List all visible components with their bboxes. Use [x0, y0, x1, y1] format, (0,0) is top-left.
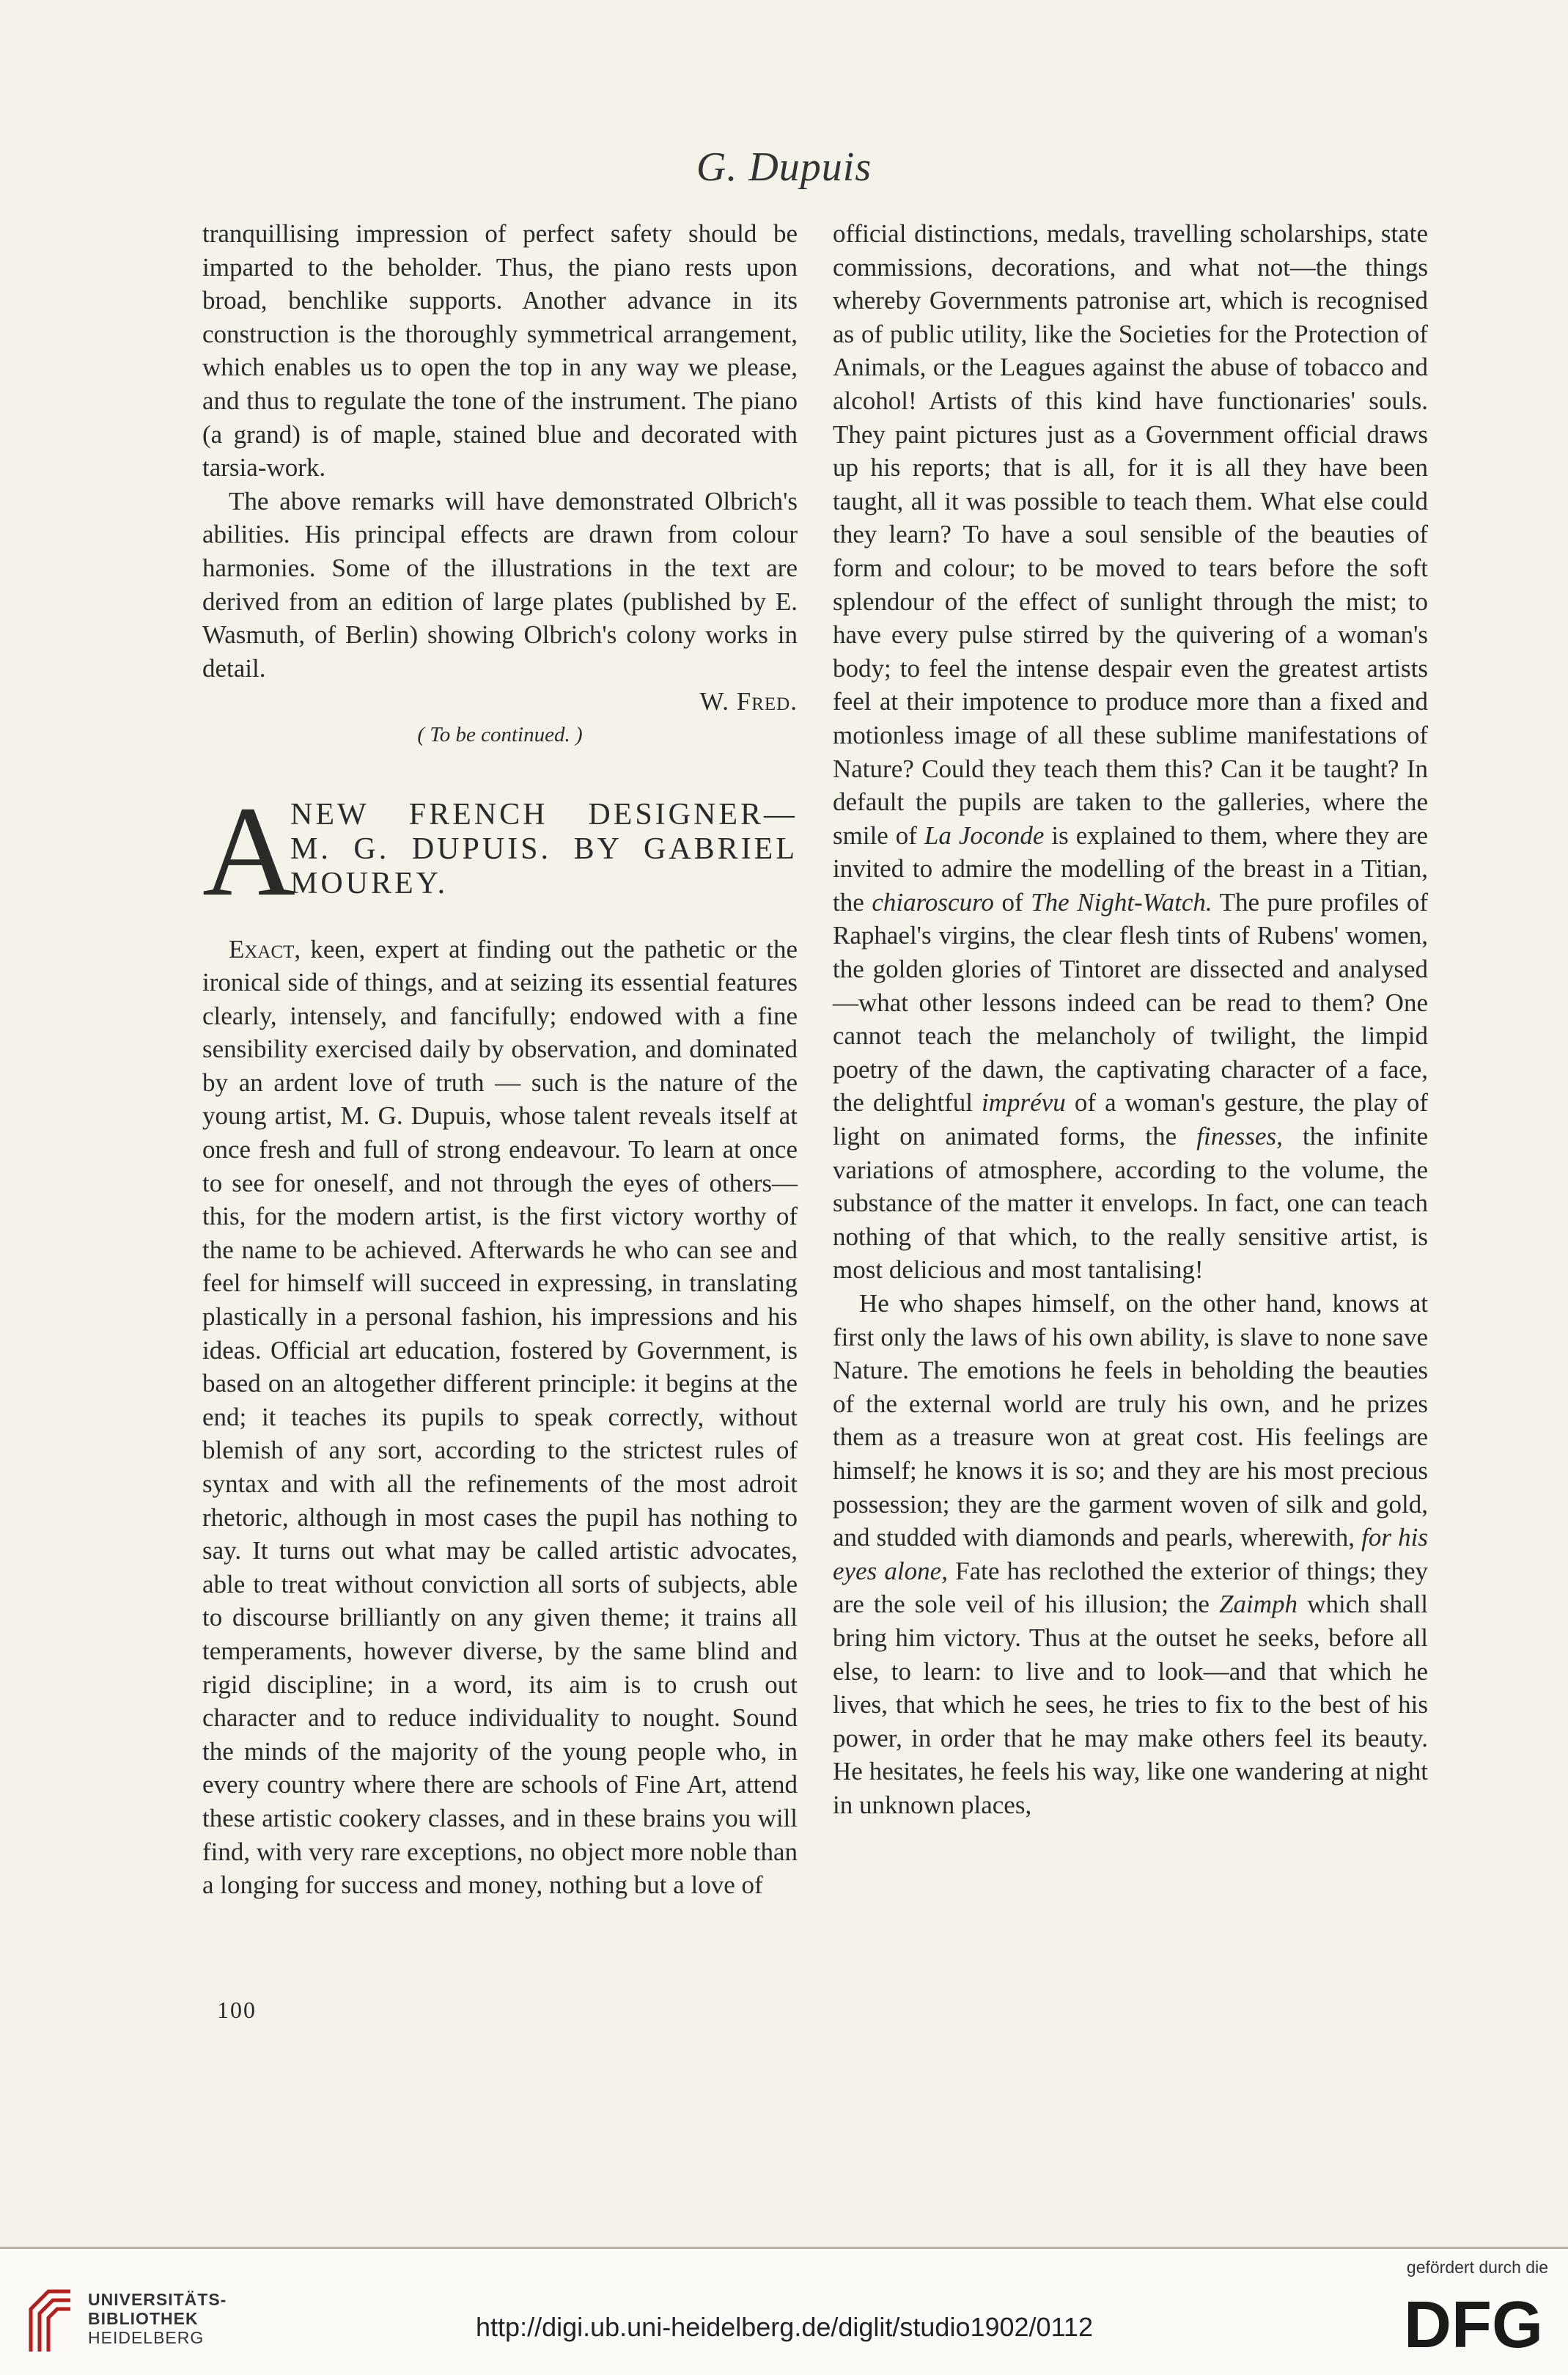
left-column — [202, 217, 798, 1902]
library-name-line-2: BIBLIOTHEK — [88, 2309, 199, 2328]
italic-term: chiaroscuro — [872, 887, 994, 917]
drop-cap: A — [202, 779, 296, 923]
right-column — [833, 217, 1428, 1822]
paragraph-exact-text: keen, expert at finding out the pathetic or the ironical side of things, and at seizing its essential features clearly, intensely, and fancifully; endowed with a fine sensibility exercised daily by observation, and dominated by an ardent love of truth — such is the nature of the young artist, M. G. Dupuis, whose talent reveals itself at once fresh and full of strong endeavour. To learn at once to see for oneself, and not through the eyes of others—this, for the modern artist, is the first victory worthy of the name to be achieved. Afterwards he who can see and feel for himself will succeed in expressing, in translating plastically in a personal fashion, his impressions and his ideas. Official art education, fostered by Government, is based on an altogether different principle: it begins at the end; it teaches its pupils to speak correctly, without blemish of any sort, according to the strictest rules of syntax and with all the refinements of the most adroit rhetoric, although in most cases the pupil has nothing to say. It turns out what may be called artistic advocates, able to treat without conviction all sorts of subjects, able to discourse brilliantly on any given theme; it trains all temperaments, however diverse, by the same blind and rigid discipline; in a word, its aim is to crush out character and to reduce individuality to nought. Sound the minds of the majority of the young people who, in every country where there are schools of Fine Art, attend these artistic cookery classes, and in these brains you will find, with very rare exceptions, no object more noble than a longing for success and money, nothing but a love of — [202, 934, 798, 1900]
headline-line-1: NEW FRENCH DESIGNER— — [290, 797, 798, 832]
library-name-line-1: UNIVERSITÄTS- — [88, 2290, 227, 2309]
page-number: 100 — [217, 1997, 257, 2023]
funded-by-label: gefördert durch die — [1406, 2258, 1548, 2277]
lead-word: Exact, — [229, 934, 301, 963]
italic-title: The Night-Watch. — [1031, 887, 1212, 917]
italic-term: finesses, — [1196, 1122, 1283, 1151]
paragraph-official-distinctions — [833, 217, 1428, 1287]
text-run: the infinite variations of atmosphere, according to the volume, the substance of the matter it envelops. In fact, one can teach nothing of that which, to the really sensitive artist, is most delicious and most tantalising! — [833, 1122, 1428, 1285]
author-signature: W. Fred. — [699, 687, 798, 716]
text-run: of a woman's gesture, the play of light on animated forms, the — [833, 1088, 1428, 1151]
footer-bar — [0, 2247, 1568, 2375]
italic-term: imprévu — [982, 1088, 1066, 1117]
dfg-logo — [1400, 2291, 1547, 2354]
paragraph-he-who-shapes — [833, 1287, 1428, 1822]
text-run: official distinctions, medals, travelling scholarships, state commissions, decorations, and what not—the things whereby Governments patronise art, which is recognised as of public utility, like the Societies for the Protection of Animals, or the Leagues against the abuse of tobacco and alcohol! Artists of this kind have functionaries' souls. They paint pictures just as a Government official draws up his reports; that is all, for it is all they have been taught, all it was possible to teach them. What else could they learn? To have a soul sensible of the beauties of form and colour; to be moved to tears before the soft splendour of the effect of sunlight through the mist; to have every pulse stirred by the quivering of a woman's body; to feel the intense despair even the greatest artists feel at their impotence to produce more than a fixed and motionless image of all these sublime manifestations of Nature? Could they teach them this? Can it be taught? In default the pupils are taken to the galleries, where the smile of — [833, 219, 1428, 850]
article-headline — [202, 779, 798, 923]
university-library-logo-icon — [26, 2287, 75, 2353]
headline-line-2: M. G. DUPUIS. BY GABRIEL — [290, 832, 798, 866]
to-be-continued-note: ( To be continued. ) — [417, 722, 583, 746]
italic-title: La Joconde — [924, 821, 1045, 850]
text-run: is explained to them, where they are invited to admire the modelling of the breast in a Titian, the — [833, 821, 1428, 917]
paragraph-piano: tranquillising impression of perfect safety should be imparted to the beholder. Thus, the piano rests upon broad, benchlike supports. Another advance in its construction is the thoroughly symmetrical arrangement, which enables us to open the top in any way we please, and thus to regulate the tone of the instrument. The piano (a grand) is of maple, stained blue and decorated with tarsia-work. — [202, 219, 798, 482]
university-library-name — [88, 2290, 227, 2347]
paragraph-exact — [202, 933, 798, 1902]
italic-phrase: for his eyes alone, — [833, 1523, 1428, 1585]
dfg-logo-text: DFG — [1404, 2291, 1543, 2354]
paragraph-olbrich: The above remarks will have demonstrated Olbrich's abilities. His principal effects are drawn from colour harmonies. Some of the illustrations in the text are derived from an edition of large plates (published by E. Wasmuth, of Berlin) showing Olbrich's colony works in detail. — [202, 486, 798, 683]
headline-line-3: MOUREY. — [290, 866, 449, 900]
running-head: G. Dupuis — [696, 144, 872, 190]
text-run: He who shapes himself, on the other hand, knows at first only the laws of his own ability, is slave to none save Nature. The emotions he feels in beholding the beauties of the external world are truly his own, and he prizes them as a treasure won at great cost. His feelings are himself; he knows it is so; and they are his most precious possession; they are the garment woven of silk and gold, and studded with diamonds and pearls, wherewith, — [833, 1289, 1428, 1552]
text-run: of — [993, 887, 1031, 917]
text-run: which shall bring him victory. Thus at the outset he seeks, before all else, to learn: to live and to look—and that which he lives, that which he sees, he tries to fix to the best of his power, in order that he may make others feel its beauty. He hesitates, he feels his way, like one wandering at night in unknown places, — [833, 1590, 1428, 1819]
text-run: Fate has reclothed the exterior of things; they are the sole veil of his illusion; the — [833, 1556, 1429, 1619]
source-url-link[interactable]: http://digi.ub.uni-heidelberg.de/diglit/studio1902/0112 — [476, 2312, 1093, 2342]
italic-term: Zaimph — [1219, 1590, 1298, 1619]
library-name-line-3: HEIDELBERG — [88, 2328, 205, 2347]
text-run: The pure profiles of Raphael's virgins, the clear flesh tints of Rubens' women, the golden glories of Tintoret are dissected and analysed—what other lessons indeed can be read to them? One cannot teach the melancholy of twilight, the limpid poetry of the dawn, the captivating character of a face, the delightful — [833, 887, 1429, 1117]
